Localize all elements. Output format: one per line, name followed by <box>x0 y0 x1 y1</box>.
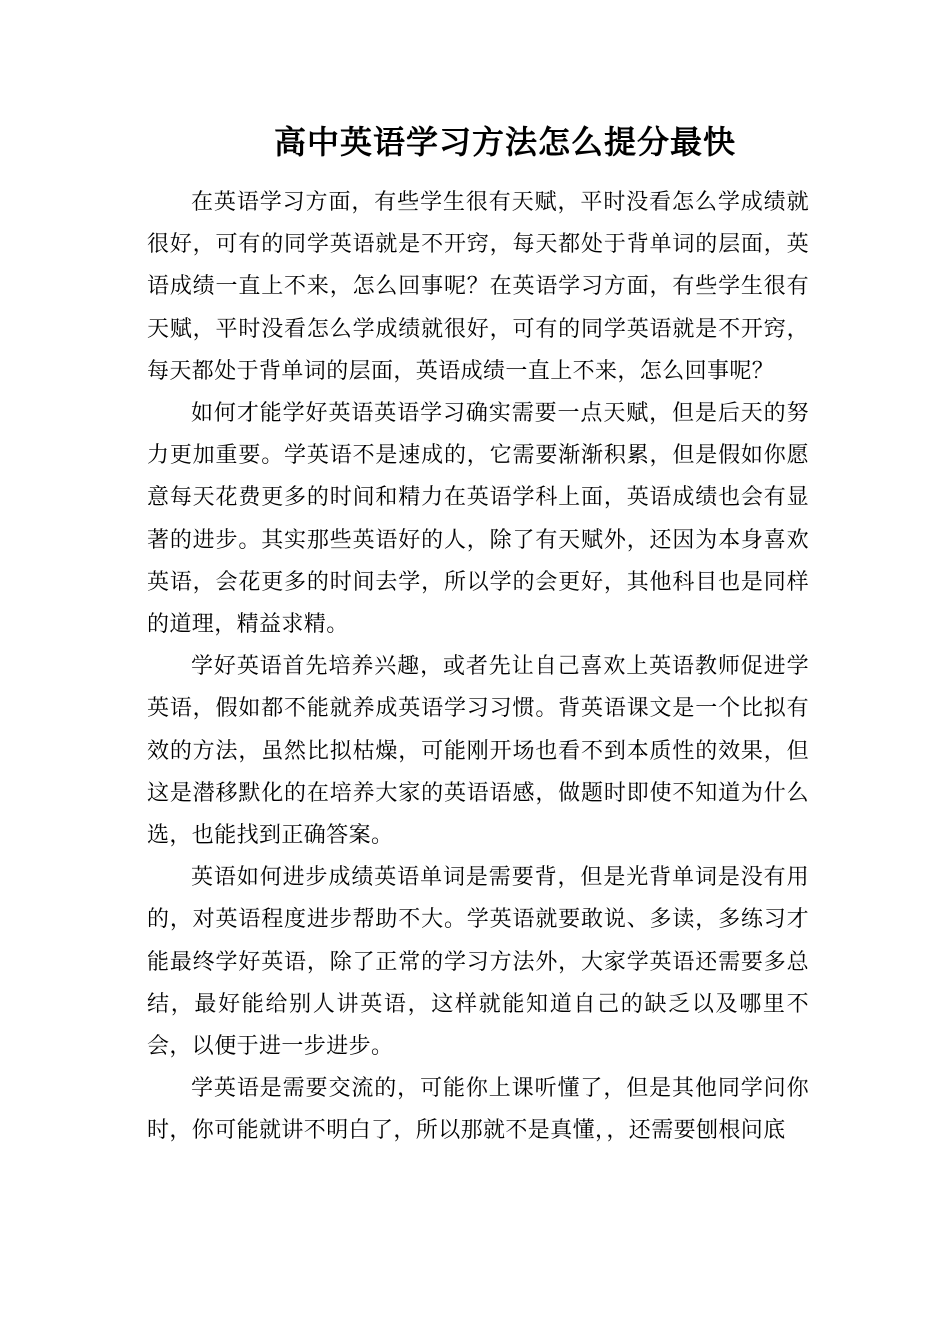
paragraph: 在英语学习方面，有些学生很有天赋，平时没看怎么学成绩就很好，可有的同学英语就是不开窍，每天都处于背单词的层面，英语成绩一直上不来，怎么回事呢？在英语学习方面，有些学生很有天赋，平时没看怎么学成绩就很好，可有的同学英语就是不开窍，每天都处于背单词的层面，英语成绩一直上不来，怎么回事呢？ <box>147 190 809 384</box>
paragraph: 学英语是需要交流的，可能你上课听懂了，但是其他同学问你时，你可能就讲不明白了，所以那就不是真懂，，还需要刨根问底 <box>147 1076 809 1144</box>
paragraph: 如何才能学好英语英语学习确实需要一点天赋，但是后天的努力更加重要。学英语不是速成的，它需要渐渐积累，但是假如你愿意每天花费更多的时间和精力在英语学科上面，英语成绩也会有显著的进步。其实那些英语好的人，除了有天赋外，还因为本身喜欢英语，会花更多的时间去学，所以学的会更好，其他科目也是同样的道理，精益求精。 <box>147 401 809 638</box>
document-body <box>147 182 809 1153</box>
paragraph: 英语如何进步成绩英语单词是需要背，但是光背单词是没有用的，对英语程度进步帮助不大。学英语就要敢说、多读，多练习才能最终学好英语，除了正常的学习方法外，大家学英语还需要多总结，最好能给别人讲英语，这样就能知道自己的缺乏以及哪里不会，以便于进一步进步。 <box>147 865 809 1060</box>
paragraph: 学好英语首先培养兴趣，或者先让自己喜欢上英语教师促进学英语，假如都不能就养成英语学习习惯。背英语课文是一个比拟有效的方法，虽然比拟枯燥，可能刚开场也看不到本质性的效果，但这是潜移默化的在培养大家的英语语感，做题时即使不知道为什么选，也能找到正确答案。 <box>147 654 809 849</box>
document-title: 高中英语学习方法怎么提分最快 <box>273 123 736 161</box>
